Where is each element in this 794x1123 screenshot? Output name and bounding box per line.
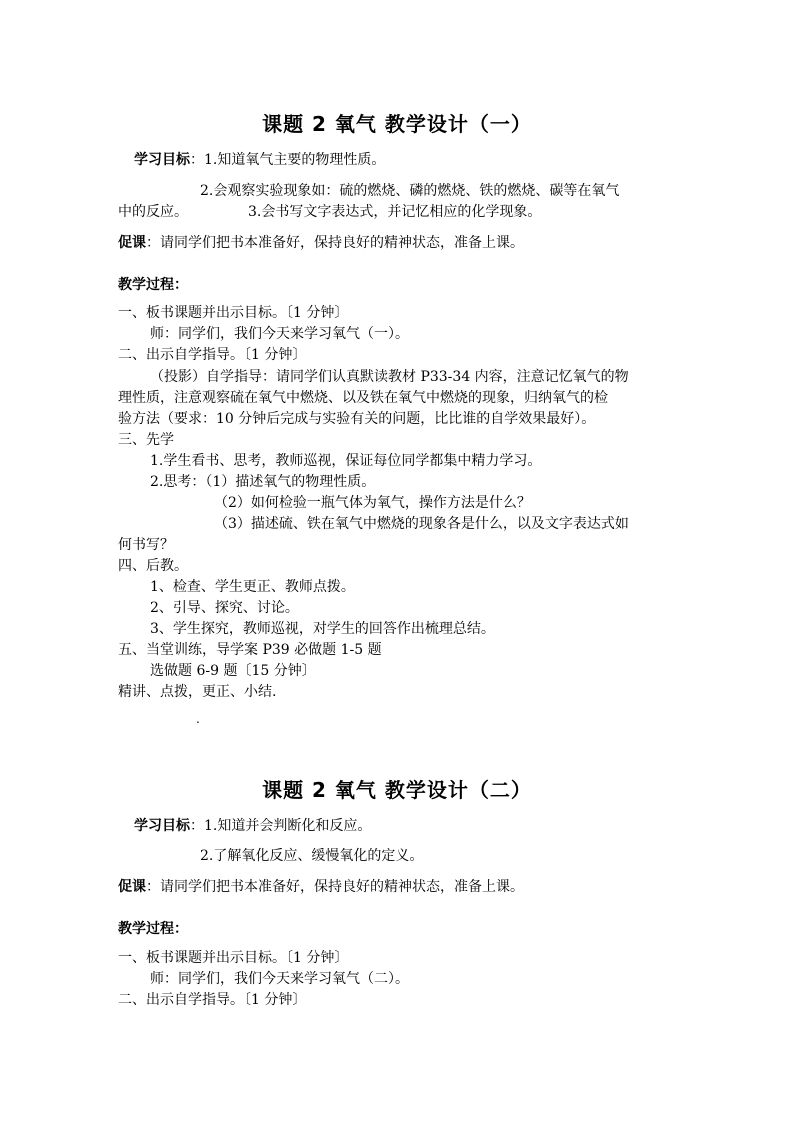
- doc1-step-2c: 验方法（要求：10 分钟后完成与实验有关的问题，比比谁的自学效果最好）。: [118, 411, 596, 427]
- doc1-step-1: 一、板书课题并出示目标。〔1 分钟〕: [118, 305, 349, 321]
- doc1-process-label: 教学过程：: [118, 277, 188, 293]
- doc2-goal-1: 学习目标：1.知道并会判断化和反应。: [134, 818, 372, 834]
- doc1-step-4a: 1、检查、学生更正、教师点拨。: [150, 579, 355, 595]
- doc1-step-3d: （3）描述硫、铁在氧气中燃烧的现象各是什么，以及文字表达式如: [214, 516, 629, 532]
- doc1-goal-2-cont: 中的反应。: [118, 204, 188, 220]
- doc1-step-3b: 2.思考：（1）描述氧气的物理性质。: [150, 474, 376, 490]
- doc2-title: 课题 2 氧气 教学设计（二）: [262, 778, 532, 802]
- doc2-step-1: 一、板书课题并出示目标。〔1 分钟〕: [118, 950, 349, 966]
- doc1-promote: 促课：请同学们把书本准备好，保持良好的精神状态，准备上课。: [118, 235, 524, 251]
- doc1-step-4c: 3、学生探究，教师巡视，对学生的回答作出梳理总结。: [150, 621, 495, 637]
- doc2-promote-label: 促课: [118, 879, 146, 895]
- doc1-goal-2: 2.会观察实验现象如：硫的燃烧、磷的燃烧、铁的燃烧、碳等在氧气: [200, 183, 620, 199]
- doc1-step-3: 三、先学: [118, 432, 174, 448]
- doc1-step-1a: 师：同学们，我们今天来学习氧气（一）。: [150, 326, 409, 342]
- doc2-process-label: 教学过程：: [118, 921, 188, 937]
- doc1-step-3e: 何书写？: [118, 537, 174, 553]
- stray-dot: .: [196, 712, 200, 726]
- doc1-step-4: 四、后教。: [118, 558, 188, 574]
- doc1-promote-label: 促课: [118, 235, 146, 251]
- doc1-step-3c: （2）如何检验一瓶气体为氧气，操作方法是什么？: [214, 495, 531, 511]
- doc1-step-4b: 2、引导、探究、讨论。: [150, 600, 299, 616]
- doc2-goals-label: 学习目标: [134, 818, 190, 834]
- doc1-step-5a: 选做题 6-9 题〔15 分钟〕: [150, 663, 316, 679]
- doc1-title: 课题 2 氧气 教学设计（一）: [262, 112, 532, 136]
- doc2-step-1a: 师：同学们，我们今天来学习氧气（二）。: [150, 971, 409, 987]
- doc1-goals-label: 学习目标: [134, 152, 190, 168]
- doc1-step-3a: 1.学生看书、思考，教师巡视，保证每位同学都集中精力学习。: [150, 453, 542, 469]
- doc1-step-6: 精讲、点拨，更正、小结.: [118, 684, 277, 700]
- doc2-promote: 促课：请同学们把书本准备好，保持良好的精神状态，准备上课。: [118, 879, 524, 895]
- doc1-goal-1: 学习目标：1.知道氧气主要的物理性质。: [134, 152, 386, 168]
- doc1-step-2b: 理性质，注意观察硫在氧气中燃烧、以及铁在氧气中燃烧的现象，归纳氧气的检: [118, 390, 608, 406]
- doc2-goal-2: 2.了解氧化反应、缓慢氧化的定义。: [200, 848, 424, 864]
- doc1-goal-3: 3.会书写文字表达式，并记忆相应的化学现象。: [248, 204, 542, 220]
- doc1-step-2: 二、出示自学指导。〔1 分钟〕: [118, 347, 307, 363]
- doc2-step-2: 二、出示自学指导。〔1 分钟〕: [118, 992, 307, 1008]
- doc1-step-2a: （投影）自学指导：请同学们认真默读教材 P33-34 内容，注意记忆氧气的物: [150, 369, 629, 385]
- doc1-step-5: 五、当堂训练，导学案 P39 必做题 1-5 题: [118, 642, 382, 658]
